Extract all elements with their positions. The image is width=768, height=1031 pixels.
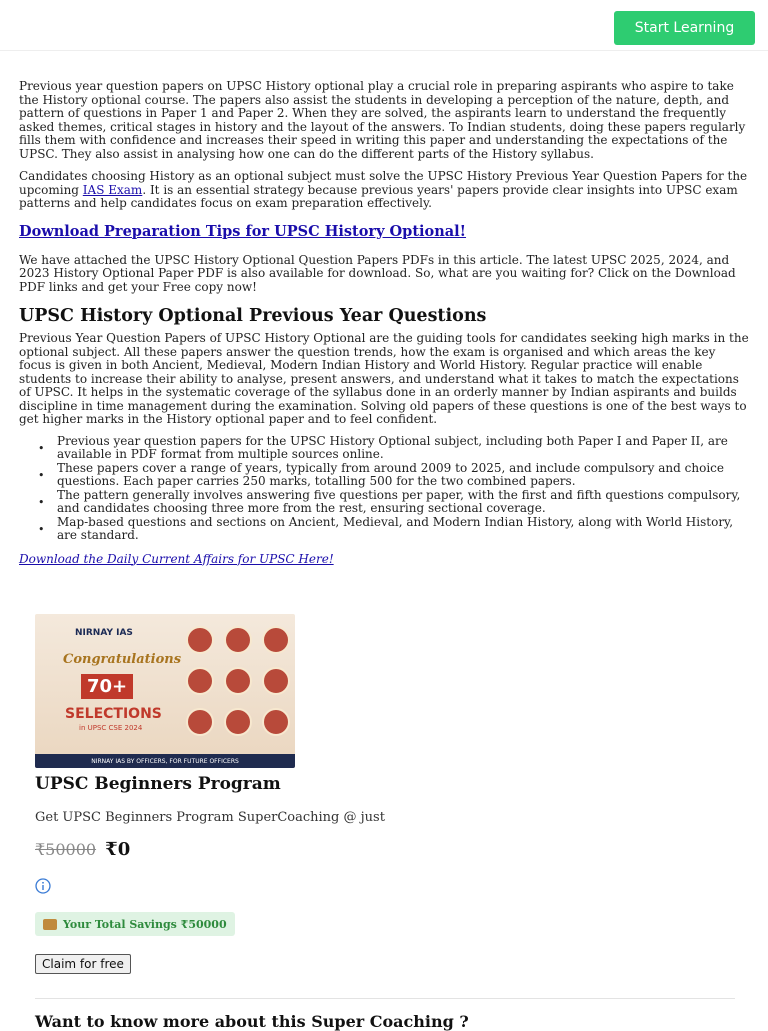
start-learning-button[interactable]: Start Learning (614, 11, 755, 45)
list-item: • These papers cover a range of years, typically from around 2009 to 2025, and include compulsory and choice questions. Each paper carries 250 marks, totalling 500 for the two combined papers. (39, 462, 750, 489)
more-info-heading: Want to know more about this Super Coaching ? (35, 1012, 469, 1031)
topper-photo (262, 667, 290, 695)
topper-photo (186, 626, 214, 654)
banner-exam: in UPSC CSE 2024 (79, 724, 143, 732)
topper-photo (262, 708, 290, 736)
savings-badge (35, 912, 235, 936)
original-price: ₹50000 (35, 840, 97, 859)
ias-exam-link[interactable]: IAS Exam (82, 182, 143, 197)
current-affairs-link[interactable]: Download the Daily Current Affairs for UPSC Here! (19, 551, 334, 566)
divider (35, 998, 735, 999)
list-item: • Map-based questions and sections on Ancient, Medieval, and Modern Indian History, along with World History, are standard. (39, 516, 750, 543)
wallet-icon (43, 919, 57, 930)
banner-congrats: Congratulations (63, 652, 182, 667)
topper-photo (186, 667, 214, 695)
topper-photo (186, 708, 214, 736)
banner-footer: NIRNAY IAS BY OFFICERS, FOR FUTURE OFFICERS (35, 754, 295, 768)
info-icon[interactable] (35, 878, 51, 894)
list-item: • Previous year question papers for the UPSC History Optional subject, including both Paper I and Paper II, are available in PDF format from multiple sources online. (39, 435, 750, 462)
price-row (35, 839, 735, 860)
bullet-list (19, 435, 750, 543)
intro-paragraph-3: We have attached the UPSC History Optional Question Papers PDFs in this article. The latest UPSC 2025, 2024, and 2023 History Optional Paper PDF is also available for download. So, what are you waiting for? Click on the Download PDF links and get your Free copy now! (19, 252, 736, 294)
topper-photo (224, 708, 252, 736)
program-subtitle: Get UPSC Beginners Program SuperCoaching @ just (35, 810, 385, 825)
topper-photo (262, 626, 290, 654)
program-banner-image[interactable] (35, 614, 295, 768)
section-heading: UPSC History Optional Previous Year Questions (19, 306, 487, 326)
banner-count: 70+ (81, 674, 133, 699)
intro-paragraph-2 (19, 170, 750, 211)
banner-logo: NIRNAY IAS (75, 628, 133, 638)
topper-photo (224, 626, 252, 654)
program-title: UPSC Beginners Program (35, 774, 281, 794)
top-bar (0, 0, 768, 51)
savings-text: Your Total Savings ₹50000 (63, 917, 227, 931)
banner-photos (183, 622, 293, 740)
preparation-tips-link[interactable]: Download Preparation Tips for UPSC History Optional! (19, 222, 467, 240)
claim-for-free-button[interactable]: Claim for free (35, 954, 131, 974)
intro-paragraph-2-text-after: . It is an essential strategy because previous years' papers provide clear insights into UPSC exam patterns and help candidates focus on exam preparation effectively. (19, 182, 738, 210)
program-card (35, 614, 735, 974)
article-content (19, 80, 750, 566)
intro-paragraph-2-text-before: Candidates choosing History as an optional subject must solve the UPSC History Previous Year Question Papers for the upcoming (19, 169, 748, 197)
intro-paragraph-1: Previous year question papers on UPSC History optional play a crucial role in preparing aspirants who aspire to take the History optional course. The papers also assist the students in developing a perception of the nature, depth, and pattern of questions in Paper 1 and Paper 2. When they are solved, the aspirants learn to understand the frequently asked themes, critical stages in history and the layout of the answers. To Indian students, doing these papers regularly fills them with confidence and increases their speed in writing this paper and understanding the expectations of the UPSC. They also assist in analysing how one can do the different parts of the History syllabus. (19, 79, 746, 161)
section-paragraph: Previous Year Question Papers of UPSC History Optional are the guiding tools for candidates seeking high marks in the optional subject. All these papers answer the question trends, how the exam is organised and which areas the key focus is given in both Ancient, Medieval, Modern Indian History and World History. Regular practice will enable students to increase their ability to analyse, present answers, and understand what it takes to match the expectations of UPSC. It helps in the systematic coverage of the syllabus done in an orderly manner by Indian aspirants and builds discipline in time management during the examination. Solving old papers of these questions is one of the best ways to get higher marks in the History optional paper and to feel confident. (19, 331, 749, 426)
list-item: • The pattern generally involves answering five questions per paper, with the first and fifth questions compulsory, and candidates choosing three more from the rest, ensuring sectional coverage. (39, 489, 750, 516)
banner-selections: SELECTIONS (65, 706, 162, 722)
offer-price: ₹0 (105, 839, 131, 860)
topper-photo (224, 667, 252, 695)
